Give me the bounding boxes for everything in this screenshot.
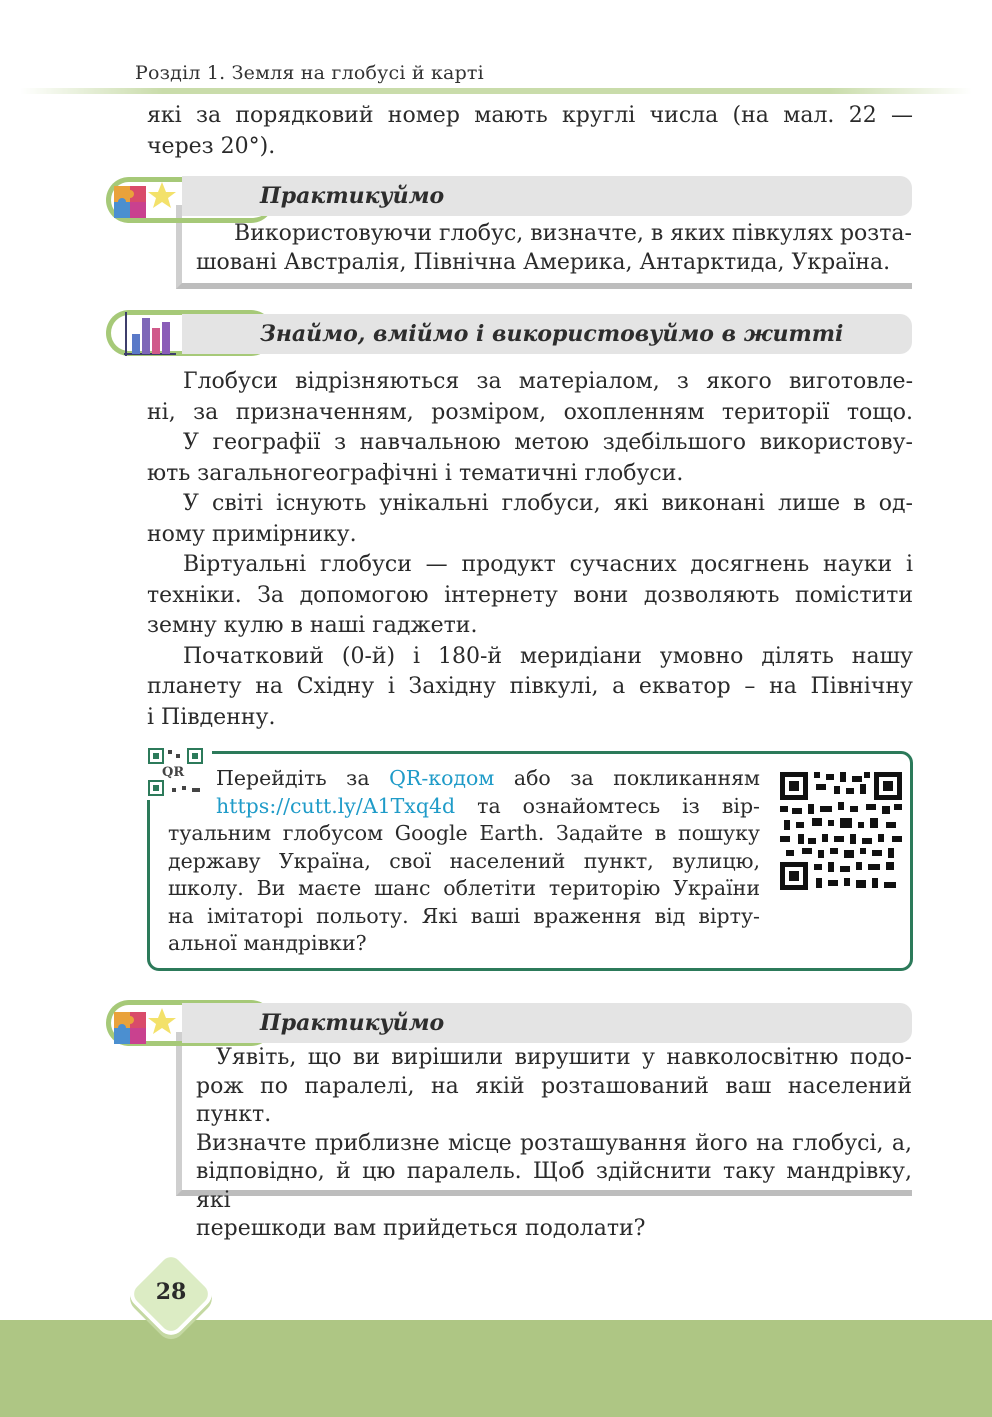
know-line: ному примірнику. — [147, 521, 357, 547]
know-line: земну кулю в наші гаджети. — [147, 613, 478, 638]
qr-line: туальним глобусом Google Earth. Задайте в пошуку — [168, 821, 760, 845]
qr-text-fragment: або за покликанням — [494, 766, 760, 790]
know-line: Початковий (0-й) і 180-й меридіани умовно ділять нашу — [183, 643, 913, 669]
page-number: 28 — [155, 1279, 187, 1305]
practice2-line: відповідно, й цю паралель. Щоб здійснити таку мандрівку, які — [196, 1159, 912, 1213]
url-link[interactable]: https://cutt.ly/A1Txq4d — [216, 793, 456, 818]
intro-line: через 20°). — [147, 133, 276, 159]
header-rule — [20, 88, 972, 94]
qr-code[interactable] — [778, 770, 904, 892]
qr-code-link[interactable]: QR-кодом — [389, 766, 495, 790]
qr-line — [168, 793, 760, 821]
know-line: ні, за призначенням, розміром, охопленням території тощо. — [147, 399, 913, 425]
qr-line: школу. Ви маєте шанс облетіти територію України — [168, 876, 760, 900]
practice2-line: перешкоди вам прийдеться подолати? — [196, 1216, 646, 1241]
qr-text — [168, 765, 760, 958]
practice2-line: рож по паралелі, на якій розташований ваш населений пункт. — [196, 1073, 912, 1127]
practice1-text — [196, 220, 912, 277]
practice2-line: Уявіть, що ви вирішили вирушити у навколосвітню подо- — [216, 1045, 912, 1070]
puzzle-icon — [112, 1004, 182, 1048]
intro-line: які за порядковий номер мають круглі числа (на мал. 22 — — [147, 103, 913, 128]
know-title: Знаймо, вміймо і використовуймо в житті — [260, 321, 844, 347]
know-line: У світі існують унікальні глобуси, які виконані лише в од- — [183, 491, 913, 516]
know-line: планету на Східну і Західну півкулі, а екватор – на Північну — [147, 674, 913, 699]
practice2-title: Практикуймо — [260, 1010, 445, 1036]
know-line: У географії з навчальною метою здебільшого використову- — [183, 430, 913, 455]
qr-text-fragment: та ознайомтесь із вір- — [455, 793, 760, 818]
practice1-line: шовані Австралія, Північна Америка, Антарктида, Україна. — [196, 249, 891, 275]
practice2-text — [196, 1044, 912, 1244]
know-paragraphs — [147, 367, 913, 733]
practice2-line: Визначте приблизне місце розташування його на глобусі, а, — [196, 1130, 912, 1156]
practice1-title: Практикуймо — [260, 183, 445, 209]
chapter-header: Розділ 1. Земля на глобусі й карті — [135, 62, 484, 84]
know-line: Віртуальні глобуси — продукт сучасних досягнень науки і — [183, 552, 913, 577]
know-line: Глобуси відрізняються за матеріалом, з якого виготовле- — [183, 369, 913, 394]
footer-band — [0, 1320, 992, 1417]
qr-line: альної мандрівки? — [168, 931, 367, 955]
practice1-line: Використовуючи глобус, визначте, в яких півкулях розта- — [234, 221, 912, 246]
know-line: ють загальногеографічні і тематичні глобуси. — [147, 460, 684, 486]
qr-icon-label: QR — [162, 765, 185, 780]
know-line: техніки. За допомогою інтернету вони дозволяють помістити — [147, 582, 913, 608]
intro-paragraph — [147, 101, 913, 162]
qr-line: державу Україна, свої населений пункт, вулицю, — [168, 848, 760, 873]
know-line: і Південну. — [147, 704, 276, 730]
chart-icon — [120, 310, 180, 358]
qr-text-fragment: Перейдіть за — [216, 766, 390, 790]
qr-line — [168, 765, 760, 793]
puzzle-icon — [112, 178, 182, 222]
qr-line: на імітаторі польоту. Які ваші враження від вірту- — [168, 903, 760, 928]
